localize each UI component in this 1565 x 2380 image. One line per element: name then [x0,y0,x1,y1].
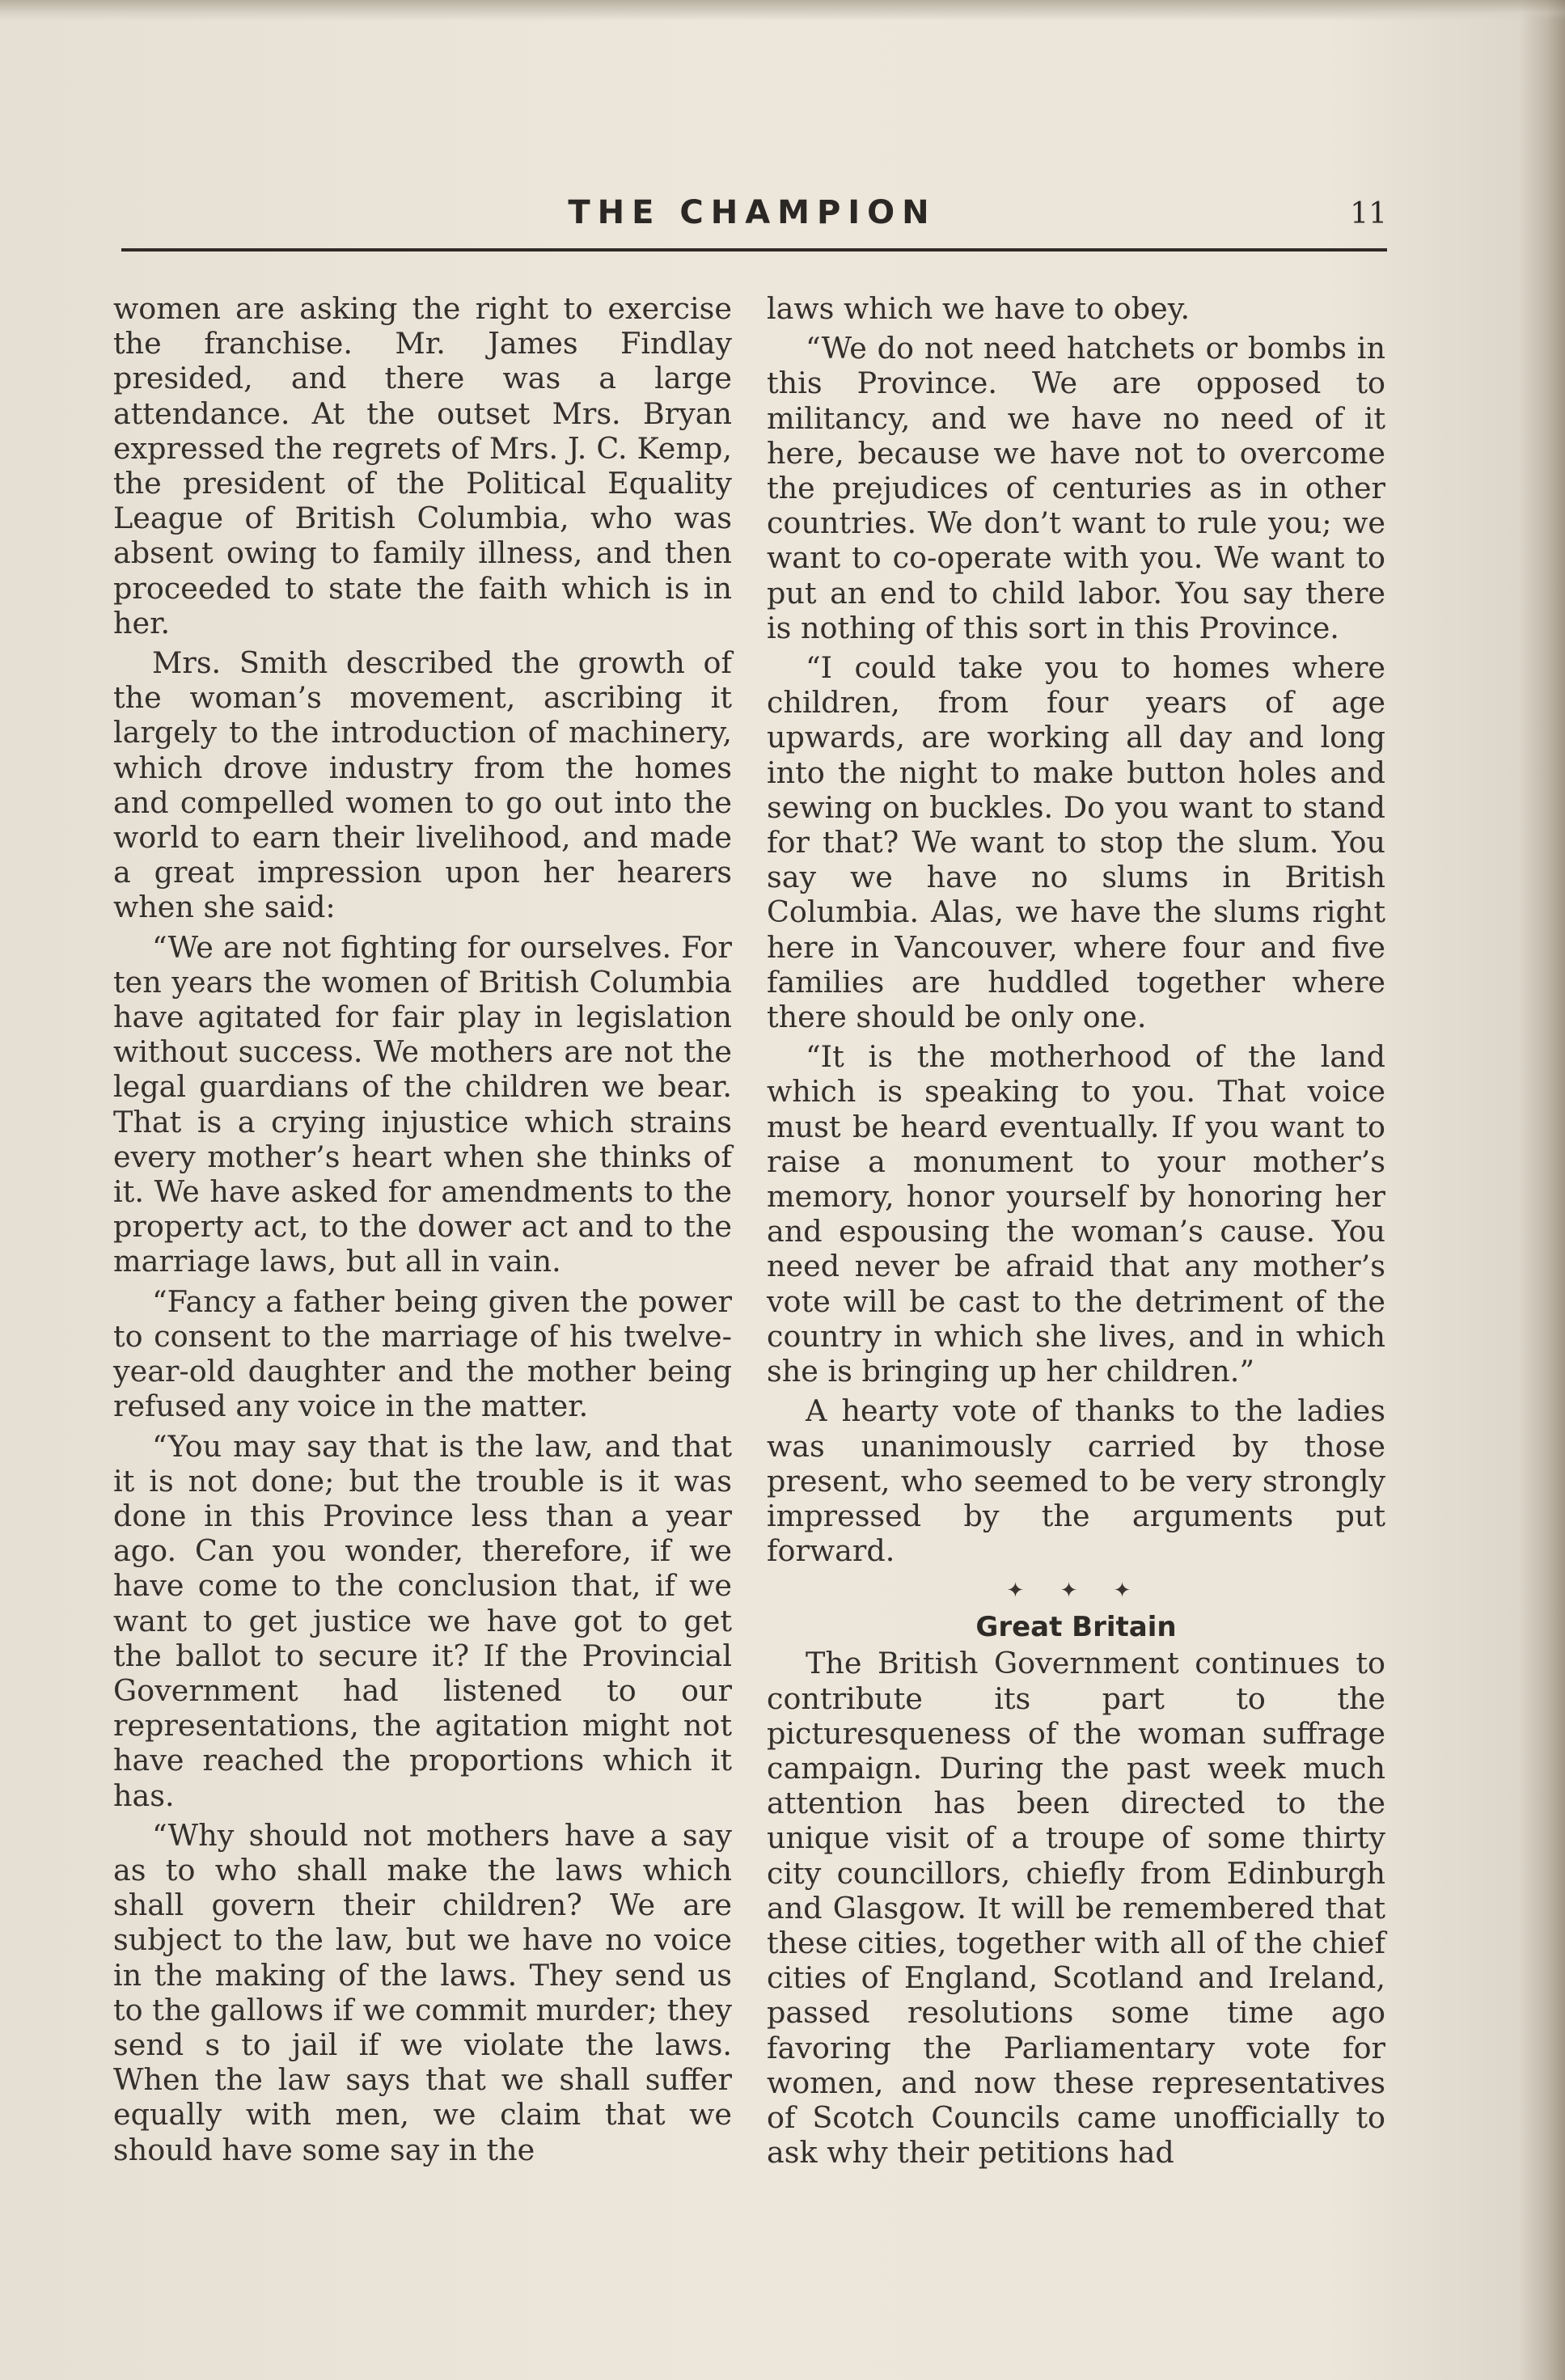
page-header [121,194,1387,251]
paragraph: laws which we have to obey. [767,291,1191,326]
paragraph: The British Government continues to contribute its part to the picturesqueness of the woman suffrage campaign. During the past week much attention has been directed to the unique visit of a troupe of some thirty city councillors, chiefly from Edinburgh and Glasgow. It will be remembered that these cities, together with all of the chief cities of England, Scotland and Ireland, passed resolutions some time ago favoring the Parliamentary vote for women, and now these representatives of Scotch Councils came unofficially to ask why their petitions had [767,1646,1385,2171]
paragraph: “I could take you to homes where children, from four years of age upwards, are working all day and long into the night to make button holes and sewing on buckles. Do you want to stand for that? We want to stop the slum. You say we have no slums in British Columbia. Alas, we have the slums right here in Vancouver, where four and five families are huddled together where there should be only one. [767,650,1385,1035]
page-top-edge [0,0,1565,21]
paragraph: Mrs. Smith described the growth of the woman’s movement, ascribing it largely to the introduction of machinery, which drove industry from the homes and compelled women to go out into the world to earn their livelihood, and made a great impression upon her hearers when she said: [113,645,732,925]
left-column [113,291,732,2167]
section-divider-ornament: ✦ ✦ ✦ [1006,1579,1146,1604]
paragraph: “We are not fighting for ourselves. For ten years the women of British Columbia have agitated for fair play in legislation without success. We mothers are not the legal guardians of the children we bear. That is a crying injustice which strains every mother’s heart when she thinks of it. We have asked for amendments to the property act, to the dower act and to the marriage laws, but all in vain. [113,929,732,1279]
paragraph: women are asking the right to exercise the franchise. Mr. James Findlay presided, and there was a large attendance. At the outset Mrs. Bryan expressed the regrets of Mrs. J. C. Kemp, the president of the Political Equality League of British Columbia, who was absent owing to family illness, and then proceeded to state the faith which is in her. [113,291,732,640]
paragraph: “You may say that is the law, and that it is not done; but the trouble is it was done in this Province less than a year ago. Can you wonder, therefore, if we have come to the conclusion that, if we want to get justice we have got to get the ballot to secure it? If the Provincial Government had listened to our representations, the agitation might not have reached the proportions which it has. [113,1428,732,1813]
page-number: 11 [1350,197,1387,230]
paragraph: “Why should not mothers have a say as to who shall make the laws which shall govern their children? We are subject to the law, but we have no voice in the making of the laws. They send us to the gallows if we commit murder; they send s to jail if we violate the laws. When the law says that we shall suffer equally with men, we claim that we should have some say in the [113,1817,732,2167]
paragraph: “Fancy a father being given the power to consent to the marriage of his twelve-year-old daughter and the mother being refused any voice in the matter. [113,1283,732,1424]
page-binding-shadow [1521,0,1565,2380]
paragraph: “We do not need hatchets or bombs in this Province. We are opposed to militancy, and we have no need of it here, because we have not to overcome the prejudices of centuries as in other countries. We don’t want to rule you; we want to co-operate with you. We want to put an end to child labor. You say there is nothing of this sort in this Province. [767,331,1385,645]
paragraph: A hearty vote of thanks to the ladies was unanimously carried by those present, who seemed to be very strongly impressed by the arguments put forward. [767,1393,1385,1569]
section-heading: Great Britain [975,1611,1177,1644]
paragraph: “It is the motherhood of the land which is speaking to you. That voice must be heard eventually. If you want to raise a monument to your mother’s memory, honor yourself by honoring her and espousing the woman’s cause. You need never be afraid that any mother’s vote will be cast to the detriment of the country in which she lives, and in which she is bringing up her children.” [767,1039,1385,1389]
header-rule [121,248,1387,252]
right-column [767,291,1385,2170]
publication-title: THE CHAMPION [568,194,937,231]
